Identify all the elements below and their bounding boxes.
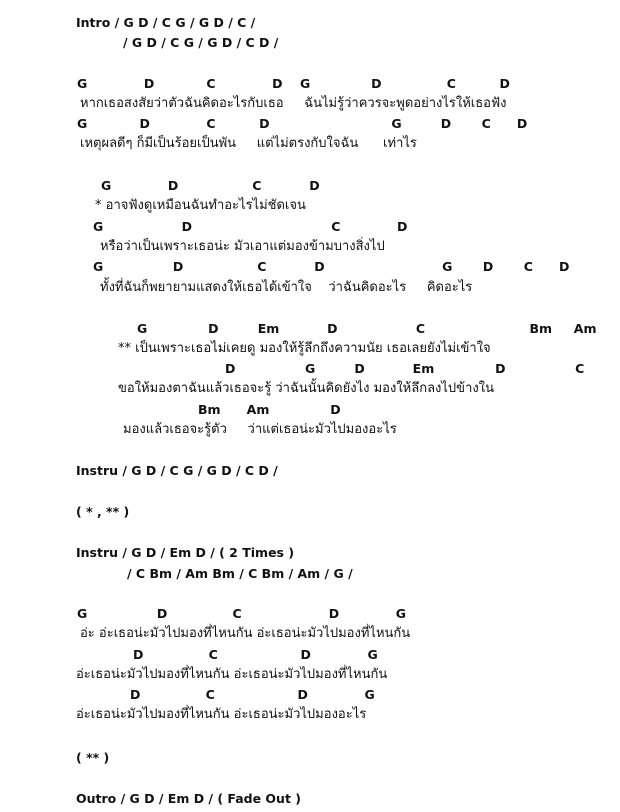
- outro-verse-chords-1: G D C D G: [77, 606, 406, 621]
- instru2-chords-1: / G D / Em D / ( 2 Times ): [118, 545, 295, 560]
- prechorus-lyric-3: ทั้งที่ฉันก็พยายามแสดงให้เธอได้เข้าใจ ว่าฉันคิดอะไร คิดอะไร: [100, 280, 473, 295]
- instru2-chords-2: / C Bm / Am Bm / C Bm / Am / G /: [127, 566, 353, 581]
- intro-label: Intro: [76, 15, 111, 30]
- verse1-chords-1: G D C D G D C D: [77, 76, 510, 91]
- chorus-lyric-3: มองแล้วเธอจะรู้ตัว ว่าแต่เธอน่ะมัวไปมองอะไร: [123, 422, 397, 437]
- outro-verse-chords-2: D C D G: [133, 647, 378, 662]
- repeat-marker-1: ( * , ** ): [76, 504, 130, 519]
- verse1-lyric-2: เหตุผลดีๆ ก็มีเป็นร้อยเป็นพัน แต่ไม่ตรงกับใจฉัน เท่าไร: [80, 136, 417, 151]
- prechorus-chords-2: G D C D: [93, 219, 408, 234]
- prechorus-chords-3: G D C D G D C D: [93, 259, 570, 274]
- chorus-chords-2: D G D Em D C: [225, 361, 585, 376]
- prechorus-chords-1: G D C D: [101, 178, 320, 193]
- intro-line-1: [76, 15, 255, 31]
- instru2-line-1: [76, 545, 294, 561]
- outro-line: [76, 791, 301, 807]
- instru1-chords: / G D / C G / G D / C D /: [118, 463, 278, 478]
- outro-label: Outro: [76, 791, 117, 806]
- repeat-marker-2: ( ** ): [76, 750, 110, 765]
- prechorus-lyric-1: * อาจฟังดูเหมือนฉันทำอะไรไม่ชัดเจน: [95, 198, 306, 213]
- intro-chords-2: / G D / C G / G D / C D /: [123, 35, 279, 50]
- chorus-lyric-1: ** เป็นเพราะเธอไม่เคยดู มองให้รู้ลึกถึงความนัย เธอเลยยังไม่เข้าใจ: [118, 341, 491, 356]
- verse1-lyric-1: หากเธอสงสัยว่าตัวฉันคิดอะไรกับเธอ ฉันไม่รู้ว่าควรจะพูดอย่างไรให้เธอฟัง: [80, 96, 507, 111]
- outro-verse-lyric-3: อ่ะเธอน่ะมัวไปมองที่ไหนกัน อ่ะเธอน่ะมัวไปมองอะไร: [76, 707, 367, 722]
- outro-chords: / G D / Em D / ( Fade Out ): [116, 791, 302, 806]
- outro-verse-lyric-1: อ่ะ อ่ะเธอน่ะมัวไปมองที่ไหนกัน อ่ะเธอน่ะมัวไปมองที่ไหนกัน: [80, 626, 411, 641]
- chorus-chords-3: Bm Am D: [198, 402, 341, 417]
- chorus-lyric-2: ขอให้มองตาฉันแล้วเธอจะรู้ ว่าฉันนั้นคิดยังไง มองให้ลึกลงไปข้างใน: [118, 381, 494, 396]
- outro-verse-lyric-2: อ่ะเธอน่ะมัวไปมองที่ไหนกัน อ่ะเธอน่ะมัวไปมองที่ไหนกัน: [76, 667, 388, 682]
- intro-chords-1: / G D / C G / G D / C /: [110, 15, 256, 30]
- instru1-label: Instru: [76, 463, 119, 478]
- prechorus-lyric-2: หรือว่าเป็นเพราะเธอน่ะ มัวเอาแต่มองข้ามบางสิ่งไป: [100, 239, 385, 254]
- instru1-line: [76, 463, 278, 479]
- verse1-chords-2: G D C D G D C D: [77, 116, 528, 131]
- outro-verse-chords-3: D C D G: [130, 687, 375, 702]
- chorus-chords-1: G D Em D C Bm Am: [137, 321, 597, 336]
- instru2-label: Instru: [76, 545, 119, 560]
